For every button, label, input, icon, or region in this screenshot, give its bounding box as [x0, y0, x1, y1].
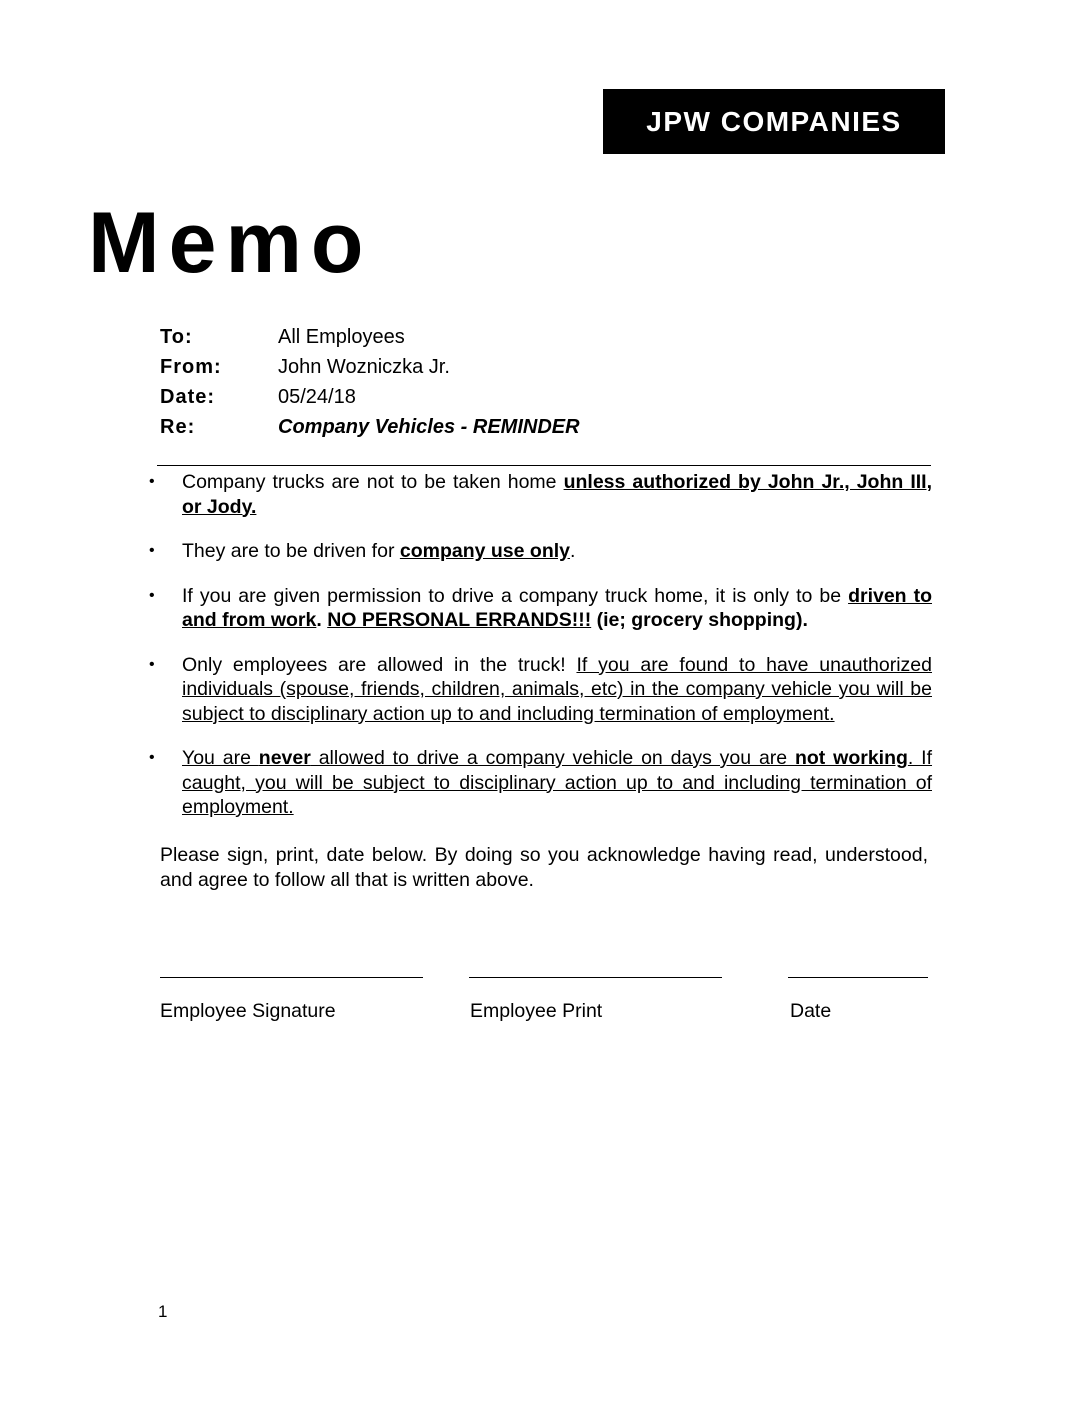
header-divider	[157, 465, 931, 466]
print-name-line[interactable]	[469, 977, 722, 978]
bullet-icon: •	[149, 655, 155, 673]
rules-list	[142, 470, 932, 840]
date-label: Date:	[160, 385, 216, 408]
memo-title: Memo	[88, 195, 373, 291]
bullet-text: .	[316, 609, 328, 631]
list-item	[142, 584, 932, 633]
bullet-text: You are	[182, 747, 259, 769]
bullet-emphasis: company use only	[399, 540, 571, 562]
print-label: Employee Print	[470, 1000, 603, 1022]
memo-header	[160, 322, 940, 442]
from-value: John Wozniczka Jr.	[278, 355, 450, 378]
bullet-emphasis: not working	[794, 747, 908, 769]
bullet-text: Only employees are allowed in the truck!	[182, 653, 577, 676]
bullet-text: Company trucks are not to be taken home	[182, 471, 564, 493]
date-row	[160, 382, 940, 412]
date-sign-label: Date	[790, 1000, 832, 1022]
to-row	[160, 322, 940, 352]
bullet-icon: •	[149, 586, 155, 604]
list-item	[142, 539, 932, 564]
to-value: All Employees	[278, 325, 405, 348]
company-name-banner: JPW COMPANIES	[603, 89, 945, 154]
signature-line[interactable]	[160, 977, 423, 978]
date-value: 05/24/18	[278, 385, 356, 408]
re-label: Re:	[160, 415, 196, 438]
acknowledgement-text: Please sign, print, date below. By doing so you acknowledge having read, understood, and agree to follow all that is written above.	[160, 844, 928, 891]
page-number: 1	[158, 1302, 168, 1321]
bullet-icon: •	[149, 749, 155, 766]
bullet-text: If you are given permission to drive a company truck home, it is only to be	[182, 584, 849, 607]
bullet-icon: •	[149, 473, 155, 490]
date-line[interactable]	[788, 977, 928, 978]
bullet-text: .	[570, 540, 576, 562]
bullet-text: They are to be driven for	[182, 540, 400, 562]
re-value: Company Vehicles - REMINDER	[278, 415, 580, 438]
signature-label: Employee Signature	[160, 1000, 336, 1022]
bullet-emphasis: never	[258, 747, 311, 769]
bullet-emphasis: driven to and from work	[182, 584, 932, 631]
bullet-text: allowed to drive a company vehicle on days you are	[310, 747, 795, 769]
bullet-emphasis: NO PERSONAL ERRANDS!!!	[327, 609, 592, 631]
bullet-text: (ie; grocery shopping).	[591, 609, 808, 631]
list-item	[142, 470, 932, 519]
from-row	[160, 352, 940, 382]
to-label: To:	[160, 325, 193, 348]
list-item	[142, 653, 932, 727]
bullet-emphasis: unless authorized by John Jr., John III, or Jody.	[182, 471, 933, 518]
from-label: From:	[160, 355, 222, 378]
list-item	[142, 746, 932, 820]
re-row	[160, 412, 940, 442]
bullet-text: . If caught, you will be subject to disciplinary action up to and including termination of employment.	[182, 747, 933, 818]
bullet-emphasis: If you are found to have unauthorized individuals (spouse, friends, children, animals, etc) in the company vehicle you will be subject to disciplinary action up to and including termination of employment.	[182, 653, 932, 725]
bullet-icon: •	[149, 542, 155, 559]
